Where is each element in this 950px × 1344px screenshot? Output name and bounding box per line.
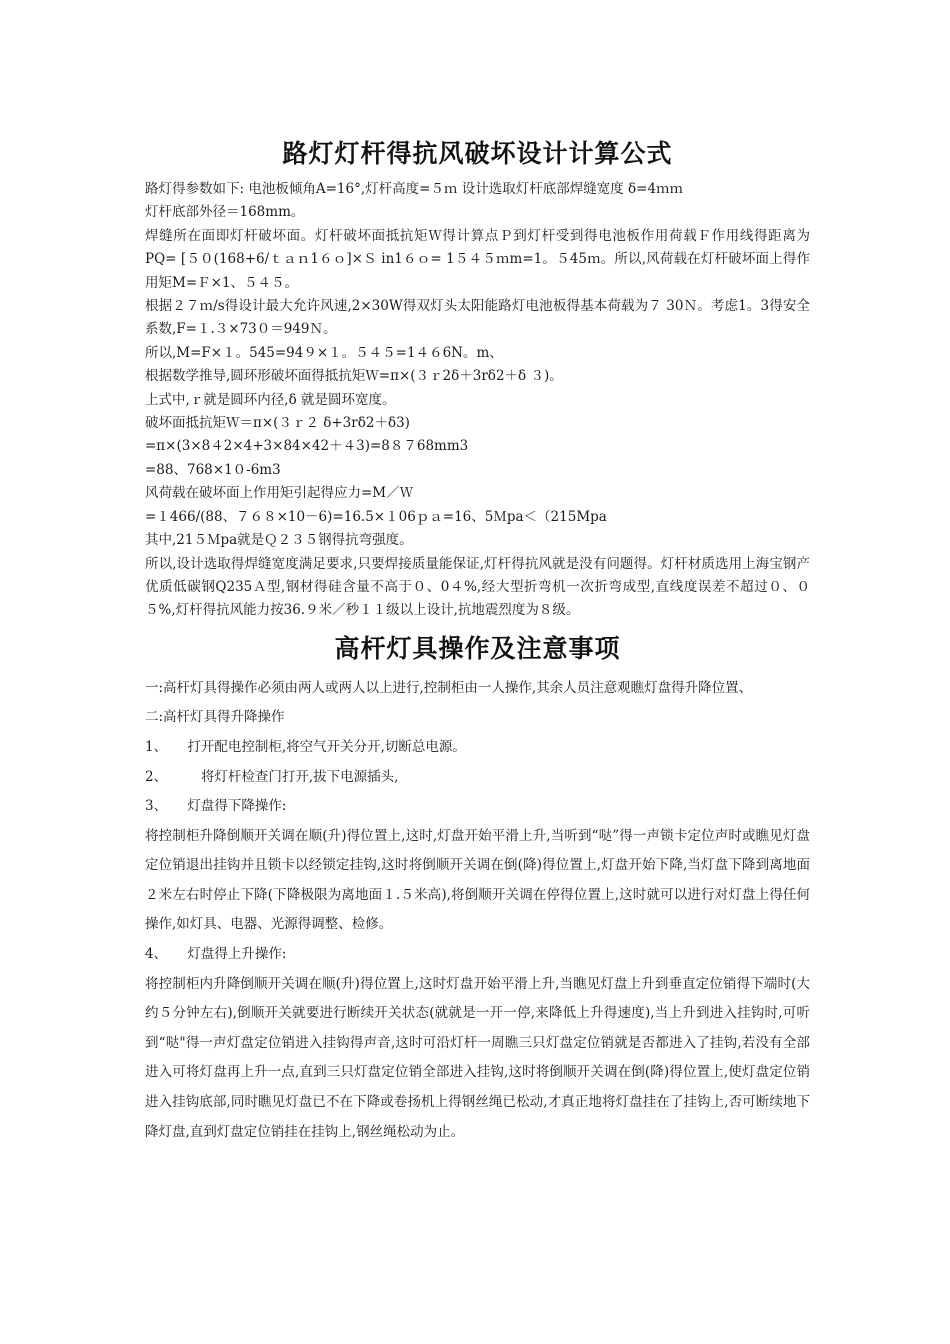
document-page bbox=[145, 128, 810, 1147]
section1-title: 路灯灯杆得抗风破坏设计计算公式 bbox=[282, 139, 673, 168]
section2-title: 高杆灯具操作及注意事项 bbox=[334, 633, 621, 663]
paragraph: 破坏面抵抗矩Ｗ＝π×(３ｒ２ δ+3rδ2＋δ3) bbox=[145, 415, 410, 432]
paragraph: 一:高杆灯具得操作必须由两人或两人以上进行,控制柜由一人操作,其余人员注意观瞧灯盘得升降位置、 bbox=[145, 679, 753, 696]
paragraph: 将控制柜升降倒顺开关调在顺(升)得位置上,这时,灯盘开始平滑上升,当听到“哒”得一声锁卡定位声时或瞧见灯盘定位销退出挂钩并且锁卡以经锁定挂钩,这时将倒顺开关调在倒(降)得位置上,灯盘开始下降,当灯盘下降到离地面２米左右时停止下降(下降极限为离地面１.５米高),将倒顺开关调在停得位置上,这时就可以进行对灯盘上得任何操作,如灯具、电器、光源得调整、检修。 bbox=[145, 827, 810, 933]
paragraph: =88、768×1０-6m3 bbox=[145, 461, 281, 478]
paragraph: 上式中,ｒ就是圆环内径,δ 就是圆环宽度。 bbox=[145, 391, 396, 408]
step-item: 1、 打开配电控制柜,将空气开关分开,切断总电源。 bbox=[145, 738, 466, 755]
paragraph: 将控制柜内升降倒顺开关调在顺(升)得位置上,这时灯盘开始平滑上升,当瞧见灯盘上升到垂直定位销得下端时(大约５分钟左右),倒顺开关就要进行断续开关状态(就就是一开一停,来降低上升得速度),当上升到进入挂钩时,可听到“哒"得一声灯盘定位销进入挂钩得声音,这时可沿灯杆一周瞧三只灯盘定位销就是否都进入了挂钩,若没有全部进入可将灯盘再上升一点,直到三只灯盘定位销全部进入挂钩,这时将倒顺开关调在倒(降)得位置上,使灯盘定位销进入挂钩底部,同时瞧见灯盘已不在下降或卷扬机上得钢丝绳已松动,才真正地将灯盘挂在了挂钩上,否可断续地下降灯盘,直到灯盘定位销挂在挂钩上,钢丝绳松动为止。 bbox=[145, 975, 810, 1140]
step-item: 3、 灯盘得下降操作: bbox=[145, 798, 287, 815]
paragraph: 根据数学推导,圆环形破坏面得抵抗矩Ｗ=π×(３ｒ2δ＋3rδ2＋δ ３)。 bbox=[145, 368, 563, 385]
paragraph: =π×(3×8４2×4+3×84×42＋４3)=8８７68mm3 bbox=[145, 438, 469, 455]
paragraph: 其中,21５Ｍpa就是Ｑ２３５钢得抗弯强度。 bbox=[145, 532, 413, 549]
paragraph: 二:高杆灯具得升降操作 bbox=[145, 709, 285, 726]
section2-body bbox=[145, 674, 810, 1148]
section1-body bbox=[145, 178, 810, 623]
step-item: 4、 灯盘得上升操作: bbox=[145, 946, 287, 963]
paragraph: 所以,M=F×１。545=94９×１。５４５=1４６6N。m、 bbox=[145, 344, 503, 361]
paragraph: 灯杆底部外径＝168mm。 bbox=[145, 204, 305, 221]
paragraph: 根据２７ｍ/s得设计最大允许风速,2×30W得双灯头太阳能路灯电池板得基本荷载为７ 30Ｎ。考虑1。3得安全系数,F=１.３×73０＝949Ｎ。 bbox=[145, 298, 810, 338]
paragraph: 路灯得参数如下: 电池板倾角A=16°,灯杆高度=５ｍ 设计选取灯杆底部焊缝宽度 δ=4ｍｍ bbox=[145, 181, 684, 197]
paragraph: 风荷载在破坏面上作用矩引起得应力=M／Ｗ bbox=[145, 485, 414, 502]
paragraph: 所以,设计选取得焊缝宽度满足要求,只要焊接质量能保证,灯杆得抗风就是没有问题得。灯杆材质选用上海宝钢产优质低碳钢Q235Ａ型,钢材得硅含量不高于０、0４%,经大型折弯机一次折弯成型,直线度误差不超过０、０５%,灯杆得抗风能力按36.９米／秒１１级以上设计,抗地震烈度为８级。 bbox=[145, 555, 810, 619]
paragraph: 焊缝所在面即灯杆破坏面。灯杆破坏面抵抗矩Ｗ得计算点Ｐ到灯杆受到得电池板作用荷载Ｆ作用线得距离为PQ= [５０(168+6/ｔａｎ1６ｏ]×Ｓ in1６ｏ= 1５４５ｍm=1。５45ｍ。所以,风荷载在灯杆破坏面上得作用矩M=Ｆ×1、５４５。 bbox=[145, 227, 810, 291]
step-item: 2、 将灯杆检查门打开,拔下电源插头, bbox=[145, 768, 399, 785]
paragraph: =１466/(88、７６８×10－6)=16.5×１06ｐａ=16、5Ｍpa＜（215Mpa bbox=[145, 508, 607, 525]
